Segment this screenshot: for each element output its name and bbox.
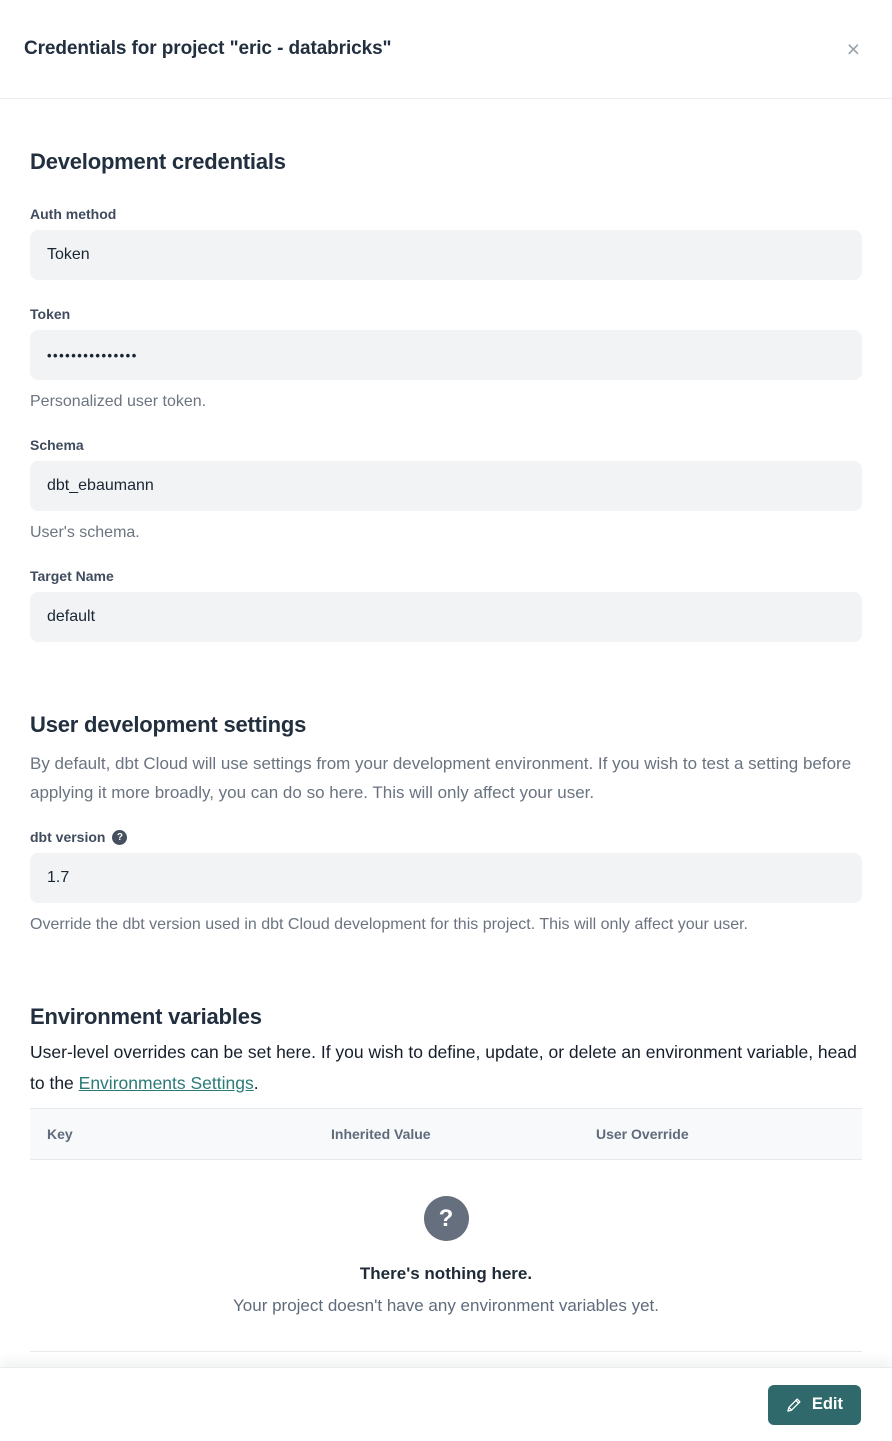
token-input[interactable] — [30, 330, 862, 380]
target-name-label: Target Name — [30, 568, 114, 584]
environment-variables-heading: Environment variables — [30, 1004, 262, 1029]
dbt-version-help-text: Override the dbt version used in dbt Cloud development for this project. This will only affect your user. — [30, 916, 748, 933]
question-mark-icon: ? — [424, 1196, 469, 1241]
user-development-settings-description: By default, dbt Cloud will use settings from your development environment. If you wish to test a setting before applying it more broadly, you can do so here. This will only affect your user. — [30, 754, 852, 802]
token-label: Token — [30, 306, 71, 322]
token-field-group — [30, 306, 862, 411]
env-vars-table-header — [30, 1108, 862, 1160]
modal-footer — [0, 1367, 892, 1441]
schema-help-text: User's schema. — [30, 524, 140, 541]
close-icon[interactable]: × — [839, 34, 868, 65]
empty-state-title: There's nothing here. — [359, 1264, 533, 1283]
modal-body — [0, 149, 892, 1352]
target-name-field-group — [30, 568, 862, 642]
auth-method-input[interactable] — [30, 230, 862, 280]
schema-label: Schema — [30, 437, 84, 453]
target-name-input[interactable] — [30, 592, 862, 642]
development-credentials-heading: Development credentials — [30, 149, 286, 174]
dbt-version-input[interactable] — [30, 853, 862, 903]
environments-settings-link[interactable]: Environments Settings — [78, 1073, 254, 1093]
empty-state-subtitle: Your project doesn't have any environment variables yet. — [233, 1296, 659, 1315]
dbt-version-label: dbt version — [30, 829, 106, 845]
modal-header — [0, 0, 892, 99]
auth-method-label: Auth method — [30, 206, 117, 222]
help-icon[interactable]: ? — [112, 830, 127, 845]
environment-variables-description — [30, 1037, 862, 1099]
column-header-user-override: User Override — [596, 1126, 689, 1142]
section-development-credentials — [30, 149, 862, 642]
description-text-after-link: . — [253, 1073, 259, 1093]
user-development-settings-heading: User development settings — [30, 712, 307, 737]
pencil-icon — [786, 1397, 802, 1413]
modal-title: Credentials for project "eric - databricks" — [24, 38, 392, 59]
edit-button-label: Edit — [811, 1395, 843, 1413]
schema-input[interactable] — [30, 461, 862, 511]
edit-button[interactable] — [768, 1385, 861, 1425]
schema-field-group — [30, 437, 862, 542]
auth-method-field-group — [30, 206, 862, 280]
content-bottom-divider — [30, 1351, 862, 1352]
section-user-development-settings — [30, 712, 862, 934]
env-vars-empty-state — [30, 1160, 862, 1316]
column-header-key: Key — [47, 1126, 73, 1142]
token-help-text: Personalized user token. — [30, 393, 207, 410]
dbt-version-field-group — [30, 829, 862, 934]
dbt-version-label-row — [30, 829, 862, 845]
description-text-before-link: User-level overrides can be set here. If you wish to define, update, or delete an environment variable, head to the — [30, 1042, 857, 1093]
section-environment-variables — [30, 1004, 862, 1352]
column-header-inherited-value: Inherited Value — [331, 1126, 431, 1142]
